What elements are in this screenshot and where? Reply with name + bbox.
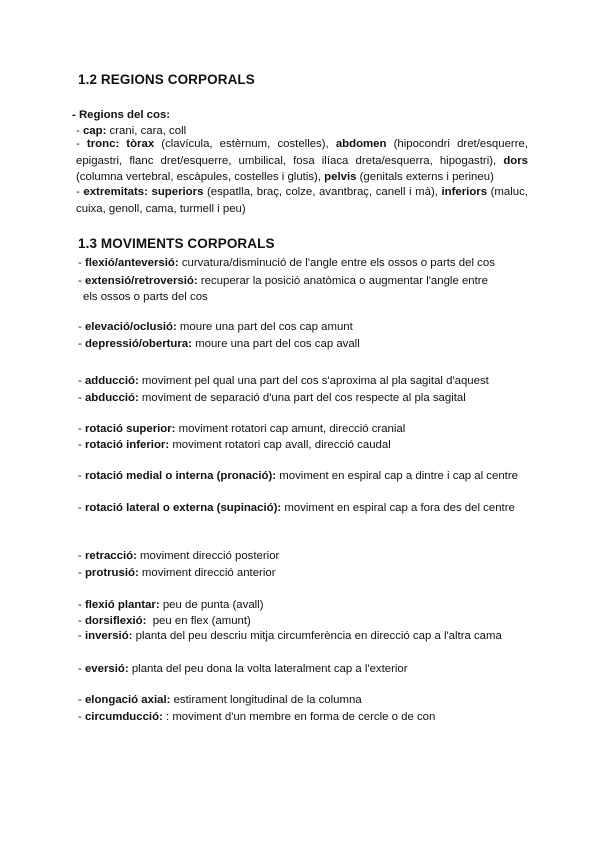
item-rotacio-medial: - rotació medial o interna (pronació): moviment en espiral cap a dintre i cap al centre [78, 470, 518, 482]
item-circumduccio: - circumducció: : moviment d'un membre en forma de cercle o de con [78, 711, 436, 723]
item-extensio-cont: els ossos o parts del cos [83, 291, 208, 303]
section-title-moviments: 1.3 MOVIMENTS CORPORALS [78, 236, 275, 251]
item-eversio: - eversió: planta del peu dona la volta lateralment cap a l'exterior [78, 663, 408, 675]
item-dorsiflexio: - dorsiflexió: peu en flex (amunt) [78, 615, 251, 627]
region-extremitats: - extremitats: superiors (espatlla, braç, colze, avantbraç, canell i mà), inferiors (maluc, cuixa, genoll, cama, turmell i peu) [76, 186, 528, 215]
item-protrusio: - protrusió: moviment direcció anterior [78, 567, 276, 579]
item-rotacio-superior: - rotació superior: moviment rotatori cap amunt, direcció cranial [78, 423, 406, 435]
item-depressio: - depressió/obertura: moure una part del cos cap avall [78, 338, 360, 350]
region-cap: - cap: crani, cara, coll [76, 125, 187, 137]
regions-label: - Regions del cos: [72, 109, 171, 121]
item-elevacio: - elevació/oclusió: moure una part del cos cap amunt [78, 321, 353, 333]
item-flexio-plantar: - flexió plantar: peu de punta (avall) [78, 599, 264, 611]
item-rotacio-lateral: - rotació lateral o externa (supinació): moviment en espiral cap a fora des del centre [78, 502, 515, 514]
item-inversio: - inversió: planta del peu descriu mitja circumferència en direcció cap a l'altra cama [78, 630, 502, 642]
section-title-regions: 1.2 REGIONS CORPORALS [78, 72, 255, 87]
item-elongacio: - elongació axial: estirament longitudinal de la columna [78, 694, 362, 706]
item-extensio: - extensió/retroversió: recuperar la posició anatòmica o augmentar l'angle entre [78, 275, 488, 287]
region-tronc: - tronc: tòrax (clavícula, estèrnum, costelles), abdomen (hipocondri dret/esquerre, epigastri, flanc dret/esquerre, umbilical, fosa ilíaca dreta/esquerra, hipogastri), dors (columna vertebral, escàpules, costelles i glutis), pelvis (genitals externs i perineu) [76, 138, 528, 184]
item-adduccio: - adducció: moviment pel qual una part del cos s'aproxima al pla sagital d'aquest [78, 375, 489, 387]
item-retraccio: - retracció: moviment direcció posterior [78, 550, 280, 562]
item-flexio: - flexió/anteversió: curvatura/disminució de l'angle entre els ossos o parts del cos [78, 257, 495, 269]
item-abduccio: - abducció: moviment de separació d'una part del cos respecte al pla sagital [78, 392, 466, 404]
item-rotacio-inferior: - rotació inferior: moviment rotatori cap avall, direcció caudal [78, 439, 391, 451]
